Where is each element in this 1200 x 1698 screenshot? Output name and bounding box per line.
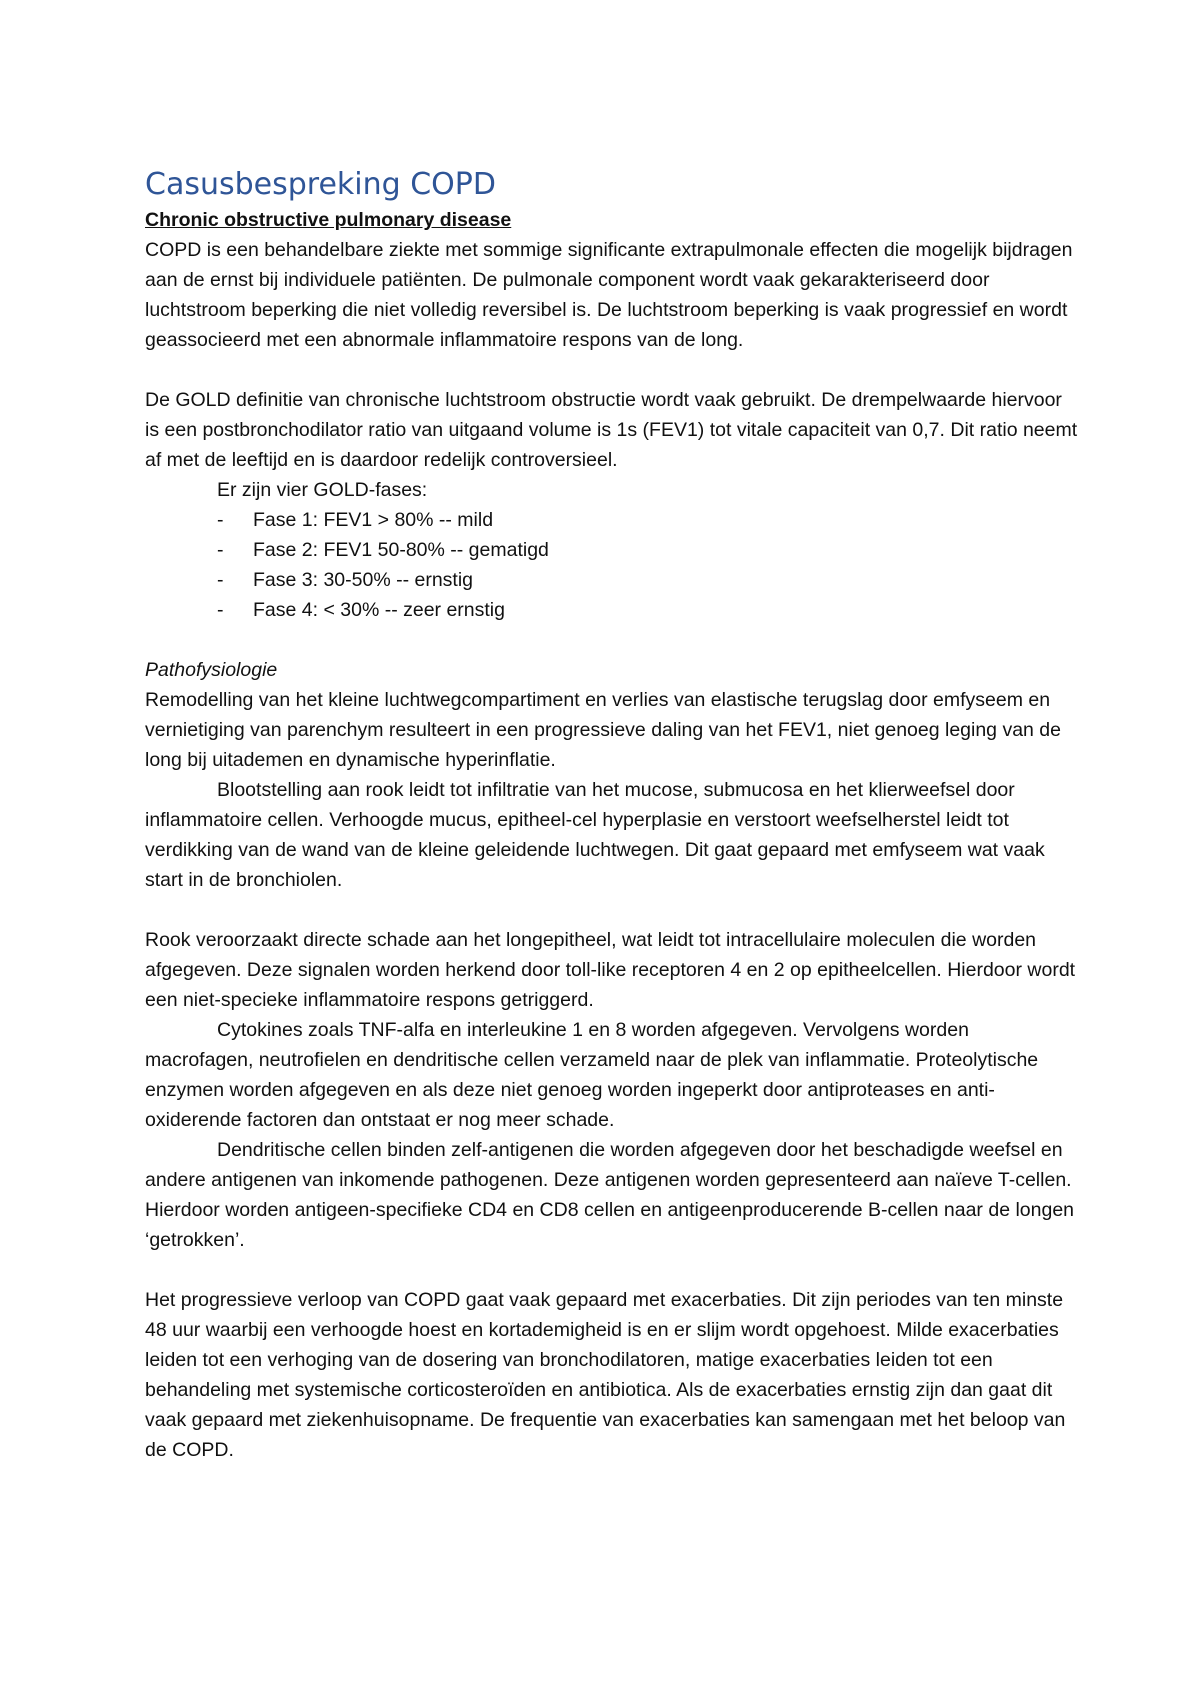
list-item-text: Fase 2: FEV1 50-80% -- gematigd	[253, 539, 549, 561]
list-item-text: Fase 4: < 30% -- zeer ernstig	[253, 599, 505, 621]
document-subtitle: Chronic obstructive pulmonary disease	[145, 209, 512, 231]
section-heading-pathofysiologie: Pathofysiologie	[145, 659, 278, 681]
paragraph-gap	[145, 625, 1080, 655]
patho-paragraph-2: Blootstelling aan rook leidt tot infiltratie van het mucose, submucosa en het klierweefsel door inflammatoire cellen. Verhoogde mucus, epitheel-cel hyperplasie en verstoort weefselherstel leidt tot verdikking van de wand van de kleine geleidende luchtwegen. Dit gaat gepaard met emfyseem wat vaak start in de bronchiolen.	[145, 779, 1045, 891]
smoke-paragraph-1: Rook veroorzaakt directe schade aan het longepitheel, wat leidt tot intracellulaire moleculen die worden afgegeven. Deze signalen worden herkend door toll-like receptoren 4 en 2 op epitheelcellen. Hierdoor wordt een niet-specieke inflammatoire respons getriggerd.	[145, 929, 1076, 1011]
paragraph-gap	[145, 1255, 1080, 1285]
smoke-paragraph-3: Dendritische cellen binden zelf-antigenen die worden afgegeven door het beschadigde weefsel en andere antigenen van inkomende pathogenen. Deze antigenen worden gepresenteerd aan naïeve T-cellen. Hierdoor worden antigeen-specifieke CD4 en CD8 cellen en antigeenproducerende B-cellen naar de longen ‘getrokken’.	[145, 1139, 1075, 1251]
list-item-text: Fase 3: 30-50% -- ernstig	[253, 569, 474, 591]
gold-list-intro: Er zijn vier GOLD-fases:	[217, 479, 428, 501]
list-dash: -	[217, 569, 224, 591]
exacerbation-paragraph: Het progressieve verloop van COPD gaat vaak gepaard met exacerbaties. Dit zijn periodes van ten minste 48 uur waarbij een verhoogde hoest en kortademigheid is en er slijm wordt opgehoest. Milde exacerbaties leiden tot een verhoging van de dosering van bronchodilatoren, matige exacerbaties leiden tot een behandeling met systemische corticosteroïden en antibiotica. Als de exacerbaties ernstig zijn dan gaat dit vaak gepaard met ziekenhuisopname. De frequentie van exacerbaties kan samengaan met het beloop van de COPD.	[145, 1289, 1066, 1461]
document-body	[145, 165, 1080, 1465]
list-item	[145, 535, 1080, 565]
gold-phase-list	[145, 505, 1080, 625]
intro-paragraph: COPD is een behandelbare ziekte met sommige significante extrapulmonale effecten die mogelijk bijdragen aan de ernst bij individuele patiënten. De pulmonale component wordt vaak gekarakteriseerd door luchtstroom beperking die niet volledig reversibel is. De luchtstroom beperking is vaak progressief en wordt geassocieerd met een abnormale inflammatoire respons van de long.	[145, 239, 1073, 351]
list-item-text: Fase 1: FEV1 > 80% -- mild	[253, 509, 494, 531]
page-title: Casusbespreking COPD	[145, 167, 496, 202]
list-item	[145, 505, 1080, 535]
patho-paragraph-1: Remodelling van het kleine luchtwegcompartiment en verlies van elastische terugslag door emfyseem en vernietiging van parenchym resulteert in een progressieve daling van het FEV1, niet genoeg leging van de long bij uitademen en dynamische hyperinflatie.	[145, 689, 1061, 771]
list-dash: -	[217, 509, 224, 531]
paragraph-gap	[145, 355, 1080, 385]
list-dash: -	[217, 539, 224, 561]
smoke-paragraph-2: Cytokines zoals TNF-alfa en interleukine 1 en 8 worden afgegeven. Vervolgens worden macrofagen, neutrofielen en dendritische cellen verzameld naar de plek van inflammatie. Proteolytische enzymen worden afgegeven en als deze niet genoeg worden ingeperkt door antiproteases en anti-oxiderende factoren dan ontstaat er nog meer schade.	[145, 1019, 1039, 1131]
list-item	[145, 595, 1080, 625]
list-dash: -	[217, 599, 224, 621]
paragraph-gap	[145, 895, 1080, 925]
gold-definition-paragraph: De GOLD definitie van chronische luchtstroom obstructie wordt vaak gebruikt. De drempelwaarde hiervoor is een postbronchodilator ratio van uitgaand volume is 1s (FEV1) tot vitale capaciteit van 0,7. Dit ratio neemt af met de leeftijd en is daardoor redelijk controversieel.	[145, 389, 1078, 471]
list-item	[145, 565, 1080, 595]
